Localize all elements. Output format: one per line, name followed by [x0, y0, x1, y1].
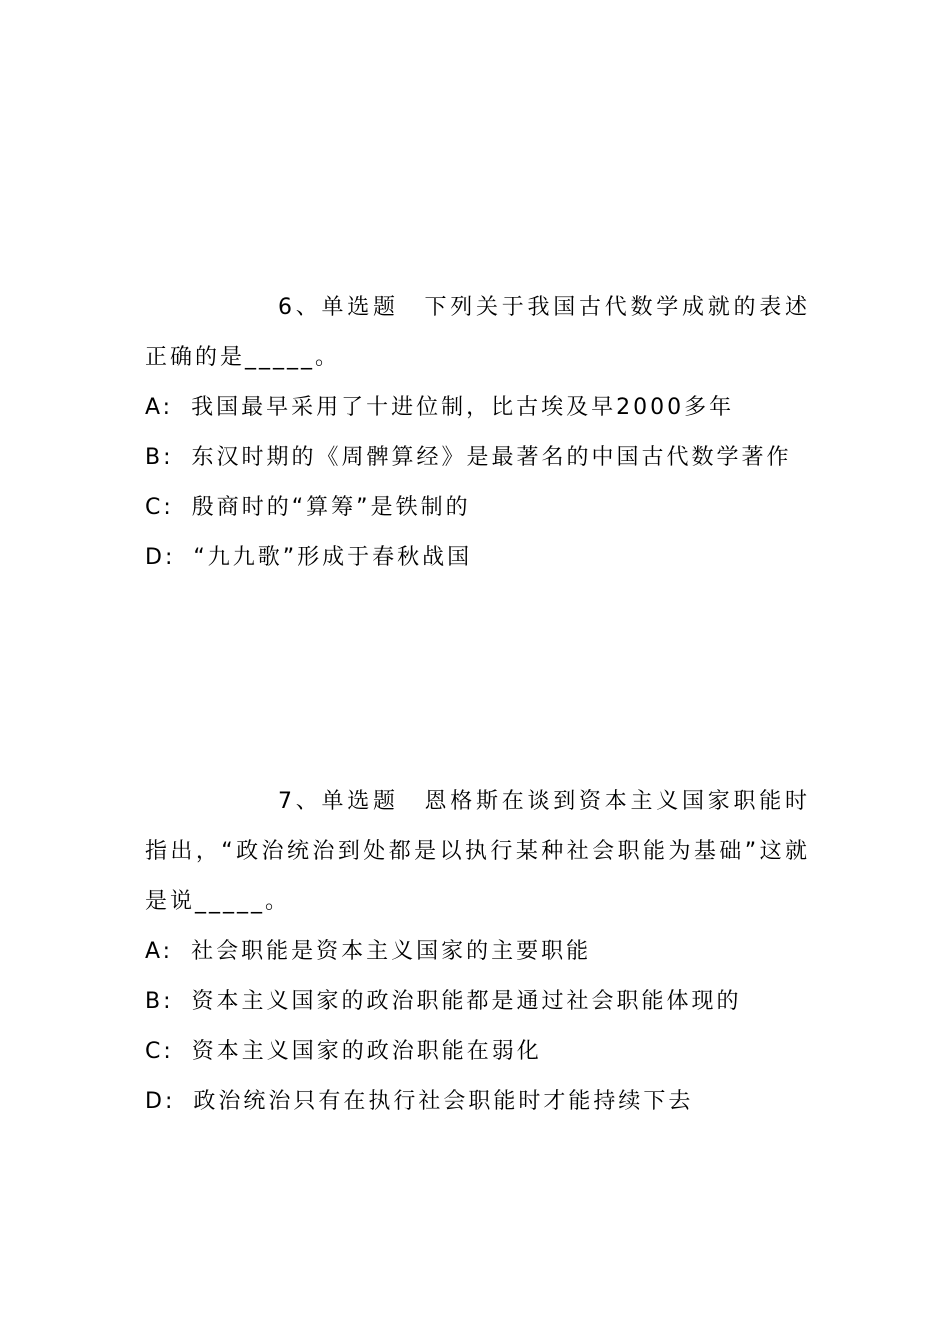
option-text: 社会职能是资本主义国家的主要职能: [191, 939, 592, 964]
question-stem: 6、单选题 下列关于我国古代数学成就的表述正确的是_____。: [145, 295, 810, 370]
option-letter: D:: [145, 545, 176, 570]
option-letter: C:: [145, 495, 174, 520]
option-d: [145, 1077, 810, 1127]
option-letter: A:: [145, 939, 174, 964]
option-text: 我国最早采用了十进位制，比古埃及早2000多年: [191, 395, 735, 420]
option-letter: D:: [145, 1089, 176, 1114]
option-text: 东汉时期的《周髀算经》是最著名的中国古代数学著作: [191, 445, 792, 470]
option-letter: B:: [145, 445, 174, 470]
question-stem: 7、单选题 恩格斯在谈到资本主义国家职能时指出，“政治统治到处都是以执行某种社会职能为基础”这就是说_____。: [145, 789, 810, 914]
option-letter: B:: [145, 989, 174, 1014]
option-a: [145, 927, 810, 977]
option-text: 资本主义国家的政治职能都是通过社会职能体现的: [191, 989, 742, 1014]
option-text: 政治统治只有在执行社会职能时才能持续下去: [193, 1089, 694, 1114]
option-letter: C:: [145, 1039, 174, 1064]
option-c: [145, 1027, 810, 1077]
option-b: [145, 433, 810, 483]
option-text: “九九歌”形成于春秋战国: [193, 545, 473, 570]
option-c: [145, 483, 810, 533]
option-b: [145, 977, 810, 1027]
option-text: 资本主义国家的政治职能在弱化: [191, 1039, 542, 1064]
option-d: [145, 533, 810, 583]
option-letter: A:: [145, 395, 174, 420]
question-6: [145, 283, 810, 583]
question-7: [145, 777, 810, 1127]
option-a: [145, 383, 810, 433]
option-text: 殷商时的“算筹”是铁制的: [191, 495, 471, 520]
